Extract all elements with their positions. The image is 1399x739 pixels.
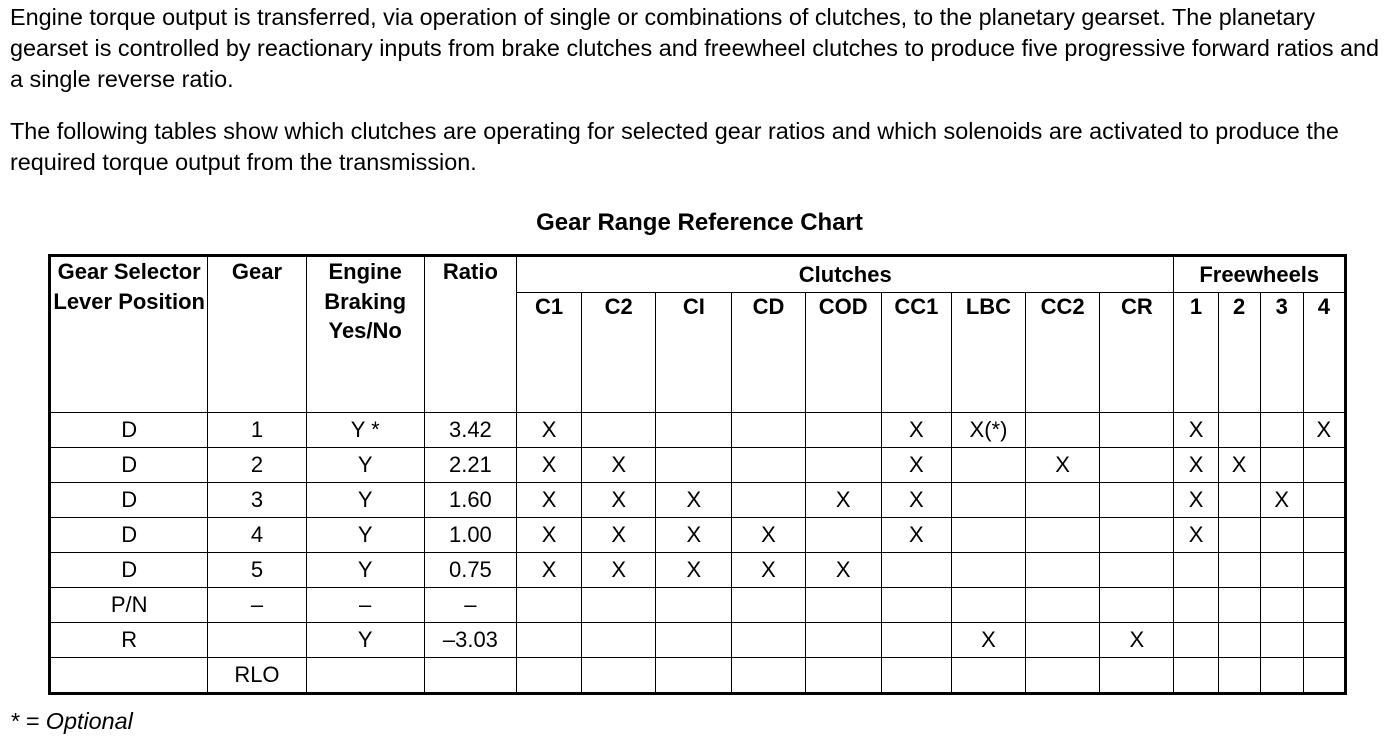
header-clutch-cod: COD [805,293,881,413]
cell-gear: 3 [208,483,306,518]
cell-freewheel-3 [1260,553,1303,588]
cell-clutch-c1: X [516,553,581,588]
cell-clutch-lbc: X(*) [951,413,1025,448]
cell-gear [208,623,306,658]
cell-gear: 2 [208,448,306,483]
cell-position: D [51,448,208,483]
cell-position: D [51,413,208,448]
cell-clutch-cod [805,658,881,693]
cell-position: D [51,518,208,553]
cell-clutch-cd [732,588,805,623]
table-row [51,623,1345,658]
cell-freewheel-4 [1303,483,1344,518]
header-clutch-lbc: LBC [951,293,1025,413]
cell-freewheel-4 [1303,623,1344,658]
cell-position: D [51,483,208,518]
cell-clutch-ci: X [656,553,732,588]
cell-engine-braking: Y * [306,413,424,448]
cell-clutch-cd [732,623,805,658]
cell-clutch-c2 [582,588,656,623]
cell-clutch-c1: X [516,448,581,483]
cell-freewheel-3: X [1260,483,1303,518]
footnote: * = Optional [10,708,133,734]
cell-clutch-cod [805,413,881,448]
cell-clutch-cc2 [1026,413,1100,448]
cell-clutch-cod [805,623,881,658]
cell-engine-braking: Y [306,553,424,588]
cell-clutch-c2: X [582,483,656,518]
table-row [51,413,1345,448]
cell-ratio: 1.60 [424,483,516,518]
header-clutch-cr: CR [1100,293,1174,413]
cell-clutch-cc1: X [881,448,951,483]
cell-clutch-c1: X [516,483,581,518]
cell-engine-braking [306,658,424,693]
chart-title: Gear Range Reference Chart [536,209,863,236]
cell-freewheel-4 [1303,448,1344,483]
cell-clutch-cc2 [1026,518,1100,553]
cell-clutch-cc1: X [881,413,951,448]
cell-freewheel-3 [1260,623,1303,658]
cell-clutch-cd [732,658,805,693]
cell-clutch-cc1 [881,588,951,623]
cell-clutch-c1 [516,623,581,658]
cell-freewheel-3 [1260,658,1303,693]
cell-freewheel-1: X [1174,518,1218,553]
cell-clutch-cr [1100,658,1174,693]
cell-freewheel-2 [1218,623,1260,658]
cell-freewheel-3 [1260,448,1303,483]
header-freewheel-1: 1 [1174,293,1218,413]
cell-clutch-cod: X [805,553,881,588]
cell-clutch-cd: X [732,518,805,553]
cell-clutch-cr [1100,448,1174,483]
cell-gear: – [208,588,306,623]
cell-clutch-lbc [951,448,1025,483]
cell-clutch-cc2 [1026,483,1100,518]
cell-clutch-cr [1100,413,1174,448]
cell-clutch-c1: X [516,518,581,553]
cell-clutch-cc1: X [881,483,951,518]
cell-ratio: 3.42 [424,413,516,448]
cell-freewheel-3 [1260,518,1303,553]
cell-clutch-cd [732,448,805,483]
cell-freewheel-1 [1174,658,1218,693]
cell-engine-braking: Y [306,448,424,483]
cell-clutch-cc2 [1026,623,1100,658]
cell-clutch-cc1 [881,623,951,658]
cell-freewheel-4: X [1303,413,1344,448]
cell-clutch-cd: X [732,553,805,588]
cell-freewheel-1 [1174,553,1218,588]
header-freewheel-3: 3 [1260,293,1303,413]
cell-ratio: 2.21 [424,448,516,483]
cell-clutch-cr [1100,518,1174,553]
cell-freewheel-2 [1218,553,1260,588]
table-row [51,448,1345,483]
cell-ratio [424,658,516,693]
cell-clutch-cc1: X [881,518,951,553]
cell-clutch-cod [805,588,881,623]
table-row [51,658,1345,693]
cell-clutch-ci: X [656,483,732,518]
cell-clutch-cr: X [1100,623,1174,658]
header-clutch-ci: CI [656,293,732,413]
cell-position: R [51,623,208,658]
cell-ratio: 0.75 [424,553,516,588]
cell-position [51,658,208,693]
cell-freewheel-2 [1218,413,1260,448]
cell-clutch-c1 [516,588,581,623]
cell-gear: 1 [208,413,306,448]
table-row [51,553,1345,588]
cell-clutch-c1: X [516,413,581,448]
header-clutches: Clutches [516,257,1174,293]
cell-freewheel-1 [1174,623,1218,658]
cell-clutch-ci [656,623,732,658]
cell-ratio: 1.00 [424,518,516,553]
cell-clutch-ci [656,588,732,623]
cell-freewheel-1: X [1174,448,1218,483]
cell-clutch-cc2 [1026,588,1100,623]
cell-clutch-ci [656,658,732,693]
cell-clutch-cd [732,413,805,448]
header-gear: Gear [208,257,306,413]
cell-gear: 5 [208,553,306,588]
cell-engine-braking: Y [306,518,424,553]
cell-clutch-cod [805,448,881,483]
cell-engine-braking: – [306,588,424,623]
cell-ratio: – [424,588,516,623]
cell-clutch-lbc [951,658,1025,693]
cell-freewheel-4 [1303,588,1344,623]
header-freewheels: Freewheels [1174,257,1345,293]
header-clutch-cd: CD [732,293,805,413]
cell-engine-braking: Y [306,623,424,658]
cell-gear: 4 [208,518,306,553]
cell-freewheel-3 [1260,413,1303,448]
cell-ratio: –3.03 [424,623,516,658]
cell-clutch-cd [732,483,805,518]
cell-freewheel-2: X [1218,448,1260,483]
cell-clutch-ci [656,413,732,448]
cell-clutch-c2 [582,413,656,448]
header-freewheel-4: 4 [1303,293,1344,413]
header-clutch-cc2: CC2 [1026,293,1100,413]
cell-clutch-lbc [951,483,1025,518]
cell-clutch-ci: X [656,518,732,553]
cell-clutch-cod [805,518,881,553]
cell-gear: RLO [208,658,306,693]
cell-clutch-ci [656,448,732,483]
gear-range-table [50,256,1345,693]
table-row [51,588,1345,623]
cell-clutch-cc2 [1026,658,1100,693]
cell-freewheel-4 [1303,553,1344,588]
cell-clutch-lbc [951,518,1025,553]
cell-freewheel-1: X [1174,483,1218,518]
cell-position: D [51,553,208,588]
cell-freewheel-3 [1260,588,1303,623]
cell-clutch-c2: X [582,448,656,483]
cell-clutch-cod: X [805,483,881,518]
intro-paragraph-2: The following tables show which clutches are operating for selected gear ratios and which solenoids are activated to produce the required torque output from the transmission. [10,118,1339,175]
cell-freewheel-2 [1218,658,1260,693]
cell-freewheel-4 [1303,518,1344,553]
table-row [51,518,1345,553]
cell-clutch-cc2: X [1026,448,1100,483]
cell-freewheel-1: X [1174,413,1218,448]
cell-clutch-c1 [516,658,581,693]
cell-freewheel-2 [1218,518,1260,553]
header-selector-lever: Gear Selector Lever Position [51,257,208,413]
cell-clutch-c2: X [582,518,656,553]
cell-clutch-c2: X [582,553,656,588]
header-clutch-c2: C2 [582,293,656,413]
cell-freewheel-1 [1174,588,1218,623]
header-engine-braking: Engine Braking Yes/No [306,257,424,413]
cell-clutch-cr [1100,553,1174,588]
cell-freewheel-2 [1218,588,1260,623]
cell-clutch-c2 [582,658,656,693]
header-freewheel-2: 2 [1218,293,1260,413]
cell-clutch-cc2 [1026,553,1100,588]
header-ratio: Ratio [424,257,516,413]
cell-engine-braking: Y [306,483,424,518]
cell-clutch-lbc [951,588,1025,623]
intro-paragraph-1: Engine torque output is transferred, via operation of single or combinations of clutches, to the planetary gearset. The planetary gearset is controlled by reactionary inputs from brake clutches and freewheel clutches to produce five progressive forward ratios and a single reverse ratio. [10,4,1380,92]
cell-clutch-c2 [582,623,656,658]
header-clutch-cc1: CC1 [881,293,951,413]
cell-clutch-cc1 [881,553,951,588]
cell-clutch-cr [1100,483,1174,518]
cell-position: P/N [51,588,208,623]
cell-clutch-lbc: X [951,623,1025,658]
header-clutch-c1: C1 [516,293,581,413]
cell-freewheel-4 [1303,658,1344,693]
cell-freewheel-2 [1218,483,1260,518]
cell-clutch-cr [1100,588,1174,623]
table-row [51,483,1345,518]
cell-clutch-lbc [951,553,1025,588]
cell-clutch-cc1 [881,658,951,693]
